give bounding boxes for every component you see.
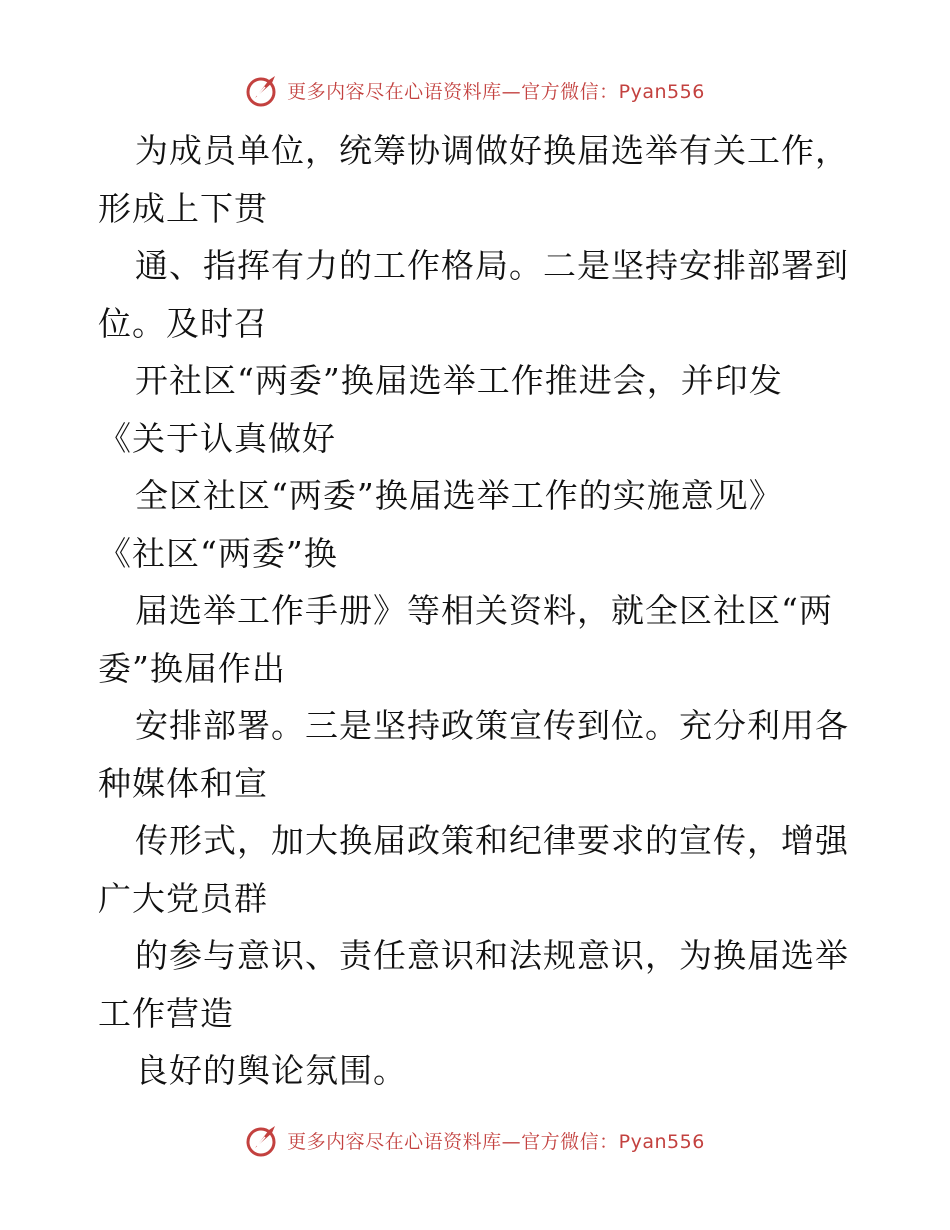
text-line: 的参与意识、责任意识和法规意识，为换届选举 xyxy=(135,936,849,975)
text-line: 种媒体和宣 xyxy=(98,763,268,803)
text-line: 《社区“两委”换 xyxy=(98,533,338,573)
text-line: 安排部署。三是坚持政策宣传到位。充分利用各 xyxy=(135,706,849,745)
text-line: 良好的舆论氛围。 xyxy=(135,1051,407,1090)
text-line: 工作营造 xyxy=(98,993,234,1033)
text-line: 全区社区“两委”换届选举工作的实施意见》 xyxy=(135,476,783,515)
text-line: 委”换届作出 xyxy=(98,648,286,688)
text-line: 广大党员群 xyxy=(98,878,268,918)
document-body xyxy=(98,122,868,1100)
text-line: 传形式，加大换届政策和纪律要求的宣传，增强 xyxy=(135,821,849,860)
text-line: 通、指挥有力的工作格局。二是坚持安排部署到 xyxy=(135,246,849,285)
header-watermark xyxy=(0,70,950,110)
watermark-text: 更多内容尽在心语资料库—官方微信：Pyan556 xyxy=(287,1130,705,1153)
text-line: 为成员单位，统筹协调做好换届选举有关工作， xyxy=(135,131,849,170)
text-line: 形成上下贯 xyxy=(98,188,268,228)
quill-logo-icon xyxy=(245,1122,281,1158)
text-line: 《关于认真做好 xyxy=(98,418,336,458)
quill-logo-icon xyxy=(245,72,281,108)
watermark-text: 更多内容尽在心语资料库—官方微信：Pyan556 xyxy=(287,80,705,103)
footer-watermark xyxy=(0,1120,950,1160)
text-line: 届选举工作手册》等相关资料，就全区社区“两 xyxy=(135,591,833,630)
text-line: 开社区“两委”换届选举工作推进会，并印发 xyxy=(135,361,783,400)
text-line: 位。及时召 xyxy=(98,303,268,343)
